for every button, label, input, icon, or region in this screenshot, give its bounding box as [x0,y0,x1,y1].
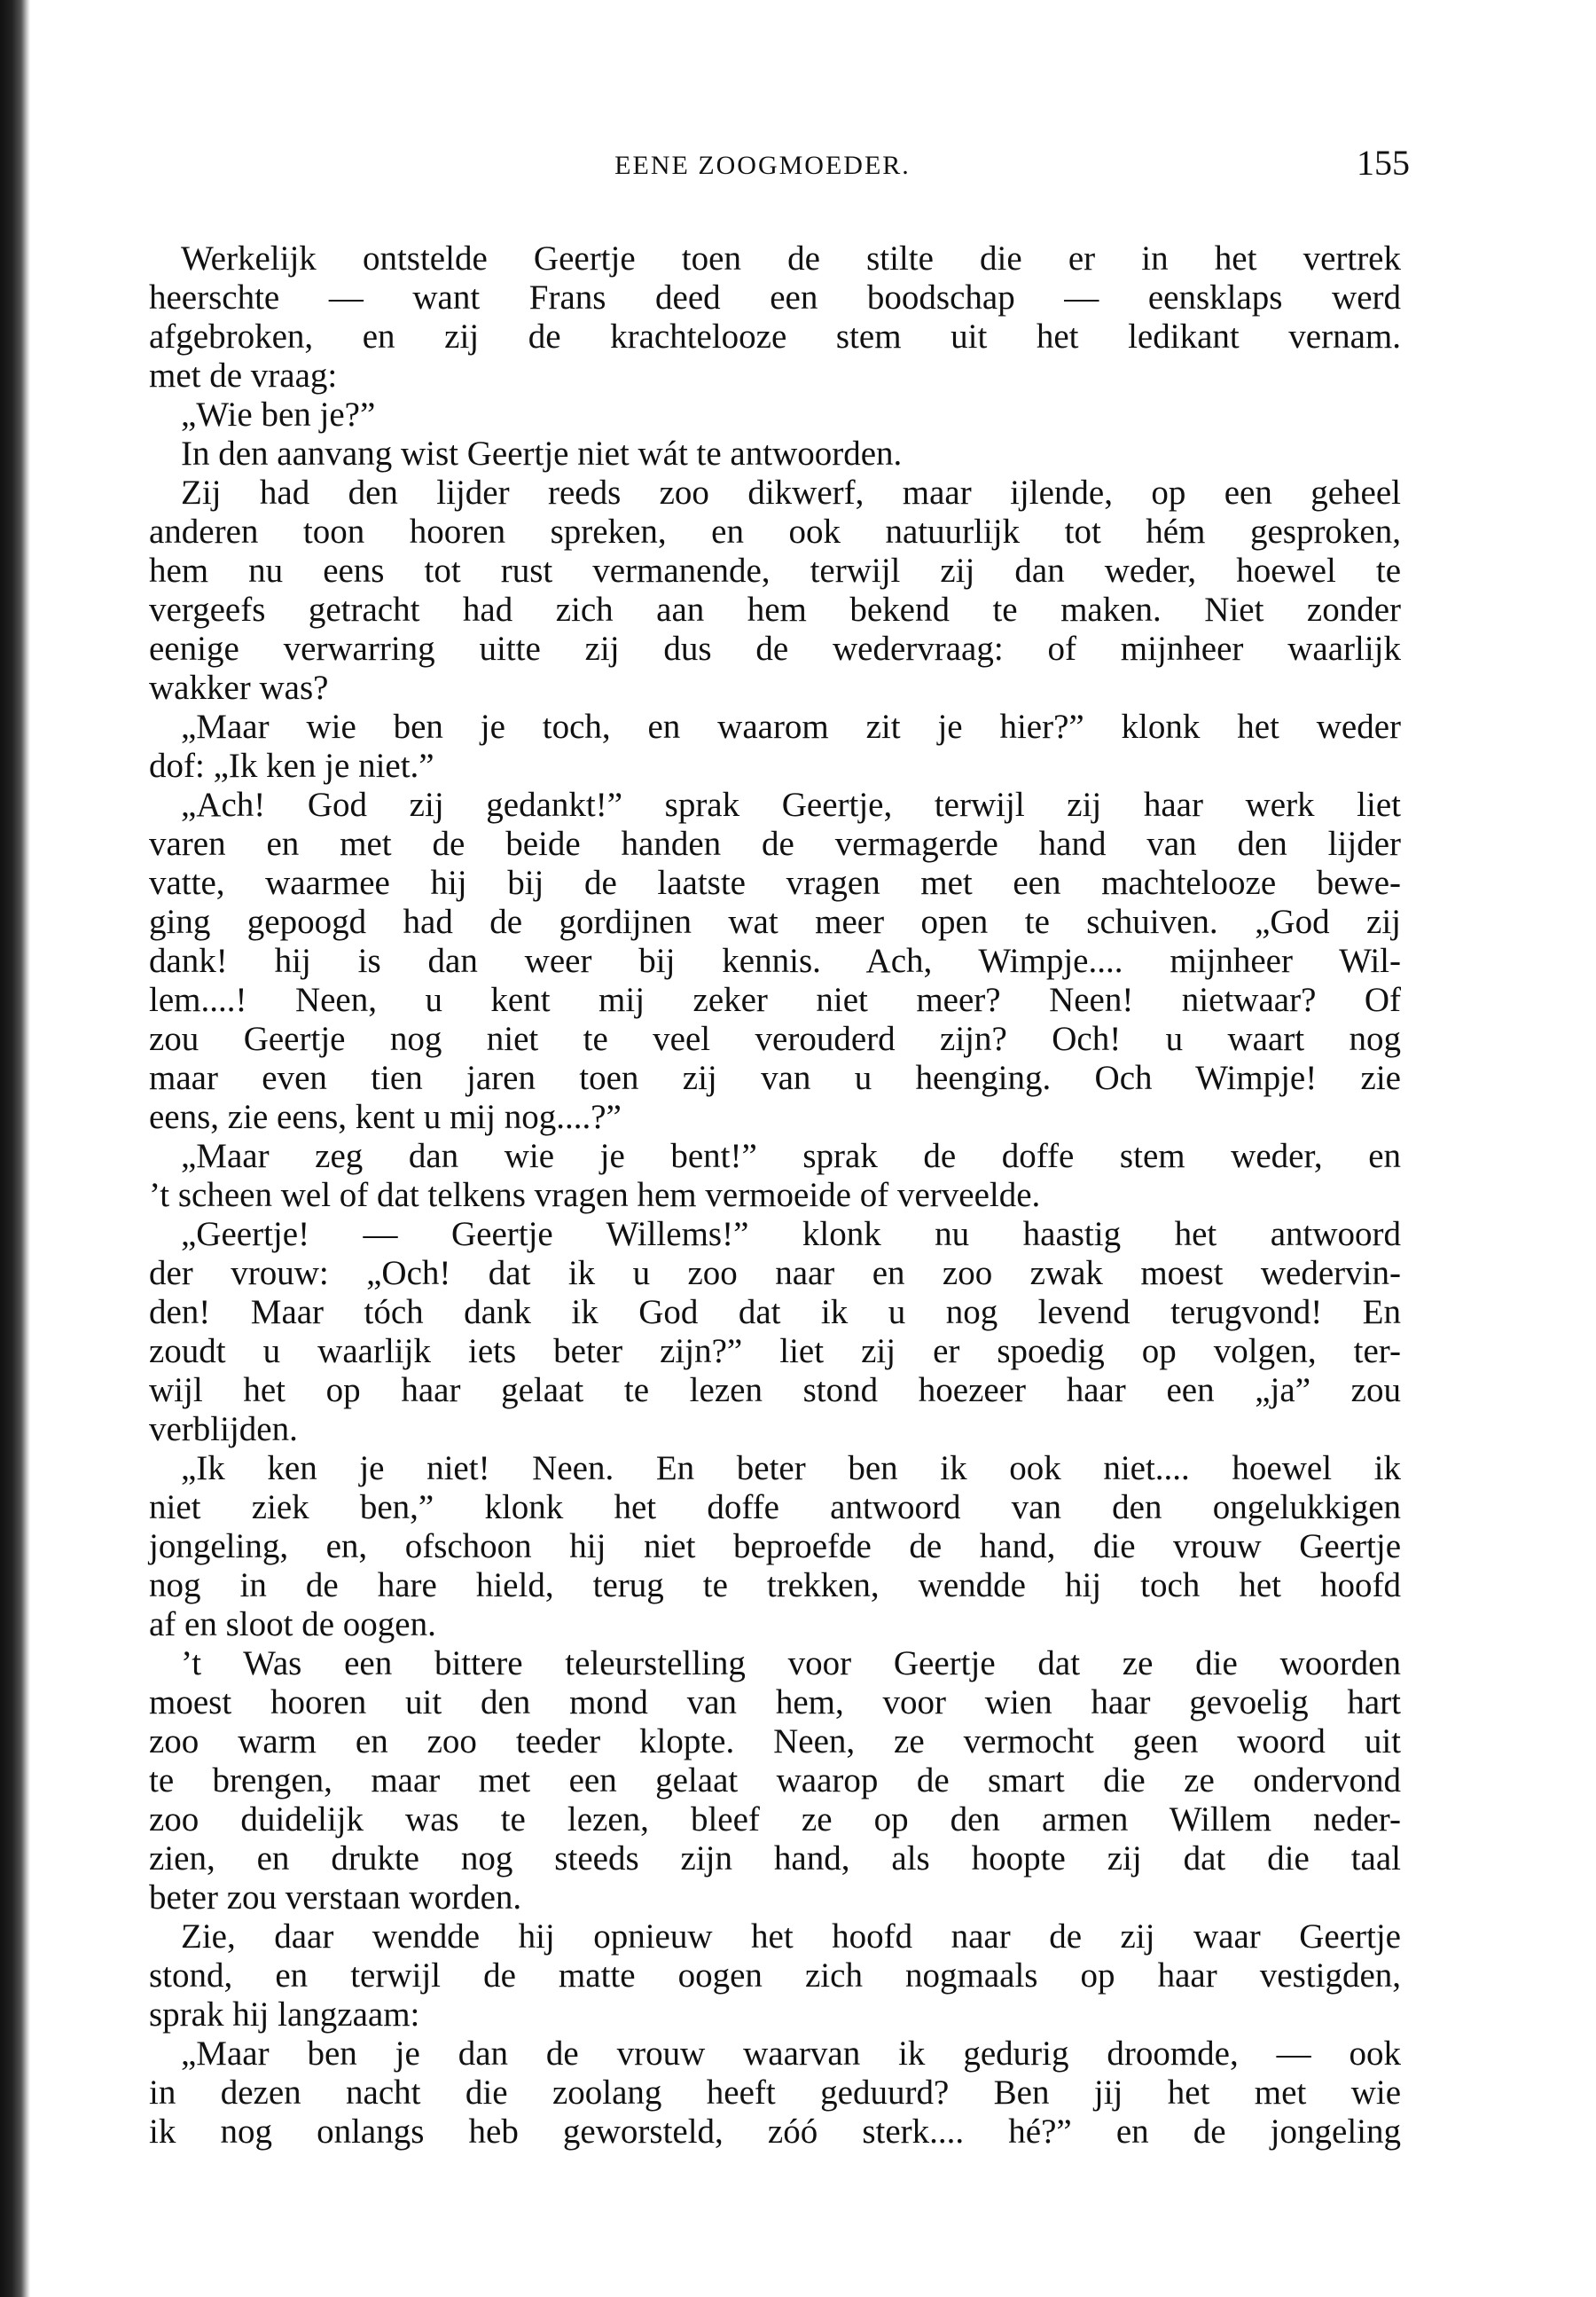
text-line: ik nog onlangs heb geworsteld, zóó sterk.... hé?” en de jongeling [149,2113,1401,2151]
text-line: den! Maar tóch dank ik God dat ik u nog levend terugvond! En [149,1293,1401,1331]
text-line: ’t Was een bittere teleurstelling voor Geertje dat ze die woorden [181,1644,1401,1682]
text-line: Zij had den lijder reeds zoo dikwerf, maar ijlende, op een geheel [181,474,1401,512]
text-line: moest hooren uit den mond van hem, voor wien haar gevoelig hart [149,1683,1401,1721]
page-number: 155 [1357,143,1410,183]
page-body-text [149,239,1401,2152]
text-line: varen en met de beide handen de vermagerde hand van den lijder [149,825,1401,863]
text-line: eenige verwarring uitte zij dus de wedervraag: of mijnheer waarlijk [149,630,1401,668]
text-line: zoudt u waarlijk iets beter zijn?” liet zij er spoedig op volgen, ter- [149,1332,1401,1370]
text-line: af en sloot de oogen. [149,1605,436,1643]
text-line: ging gepoogd had de gordijnen wat meer open te schuiven. „God zij [149,903,1401,941]
text-line: dof: „Ik ken je niet.” [149,747,434,785]
text-line: wijl het op haar gelaat te lezen stond hoezeer haar een „ja” zou [149,1371,1401,1409]
text-line: ’t scheen wel of dat telkens vragen hem vermoeide of verveelde. [149,1176,1041,1214]
text-line: wakker was? [149,669,329,707]
text-line: „Maar zeg dan wie je bent!” sprak de doffe stem weder, en [181,1137,1401,1175]
text-line: Werkelijk ontstelde Geertje toen de stilte die er in het vertrek [181,239,1401,278]
text-line: eens, zie eens, kent u mij nog....?” [149,1098,622,1136]
text-line: zoo warm en zoo teeder klopte. Neen, ze vermocht geen woord uit [149,1722,1401,1760]
text-line: dank! hij is dan weer bij kennis. Ach, Wimpje.... mijnheer Wil- [149,942,1401,980]
text-line: Zie, daar wendde hij opnieuw het hoofd naar de zij waar Geertje [181,1917,1401,1956]
book-binding-edge [0,0,30,2297]
text-line: stond, en terwijl de matte oogen zich nogmaals op haar vestigden, [149,1956,1401,1995]
text-line: zoo duidelijk was te lezen, bleef ze op den armen Willem neder- [149,1800,1401,1838]
text-line: „Maar ben je dan de vrouw waarvan ik gedurig droomde, — ook [181,2034,1401,2073]
text-line: hem nu eens tot rust vermanende, terwijl zij dan weder, hoewel te [149,552,1401,590]
text-line: zou Geertje nog niet te veel verouderd zijn? Och! u waart nog [149,1020,1401,1058]
text-line: lem....! Neen, u kent mij zeker niet meer? Neen! nietwaar? Of [149,981,1401,1019]
text-line: „Ik ken je niet! Neen. En beter ben ik ook niet.... hoewel ik [181,1449,1401,1487]
text-line: niet ziek ben,” klonk het doffe antwoord van den ongelukkigen [149,1488,1401,1526]
text-line: verblijden. [149,1410,298,1448]
text-line: „Maar wie ben je toch, en waarom zit je hier?” klonk het weder [181,708,1401,746]
text-line: zien, en drukte nog steeds zijn hand, als hoopte zij dat die taal [149,1839,1401,1878]
text-line: vergeefs getracht had zich aan hem bekend te maken. Niet zonder [149,591,1401,629]
text-line: sprak hij langzaam: [149,1995,420,2034]
text-line: „Ach! God zij gedankt!” sprak Geertje, terwijl zij haar werk liet [181,786,1401,824]
text-line: heerschte — want Frans deed een boodschap — eensklaps werd [149,278,1401,317]
text-line: anderen toon hooren spreken, en ook natuurlijk tot hém gesproken, [149,513,1401,551]
text-line: maar even tien jaren toen zij van u heenging. Och Wimpje! zie [149,1059,1401,1097]
text-line: In den aanvang wist Geertje niet wát te antwoorden. [181,435,903,473]
text-line: in dezen nacht die zoolang heeft geduurd? Ben jij het met wie [149,2074,1401,2112]
running-title: EENE ZOOGMOEDER. [614,151,911,180]
text-line: beter zou verstaan worden. [149,1878,522,1917]
text-line: nog in de hare hield, terug te trekken, wendde hij toch het hoofd [149,1566,1401,1604]
text-line: met de vraag: [149,357,338,395]
text-line: te brengen, maar met een gelaat waarop de smart die ze ondervond [149,1761,1401,1799]
text-line: jongeling, en, ofschoon hij niet beproefde de hand, die vrouw Geertje [149,1527,1401,1565]
text-line: der vrouw: „Och! dat ik u zoo naar en zoo zwak moest wedervin- [149,1254,1401,1292]
text-line: afgebroken, en zij de krachtelooze stem uit het ledikant vernam. [149,318,1401,356]
text-line: „Geertje! — Geertje Willems!” klonk nu haastig het antwoord [181,1215,1401,1253]
text-line: „Wie ben je?” [181,396,376,434]
text-line: vatte, waarmee hij bij de laatste vragen met een machtelooze bewe- [149,864,1401,902]
